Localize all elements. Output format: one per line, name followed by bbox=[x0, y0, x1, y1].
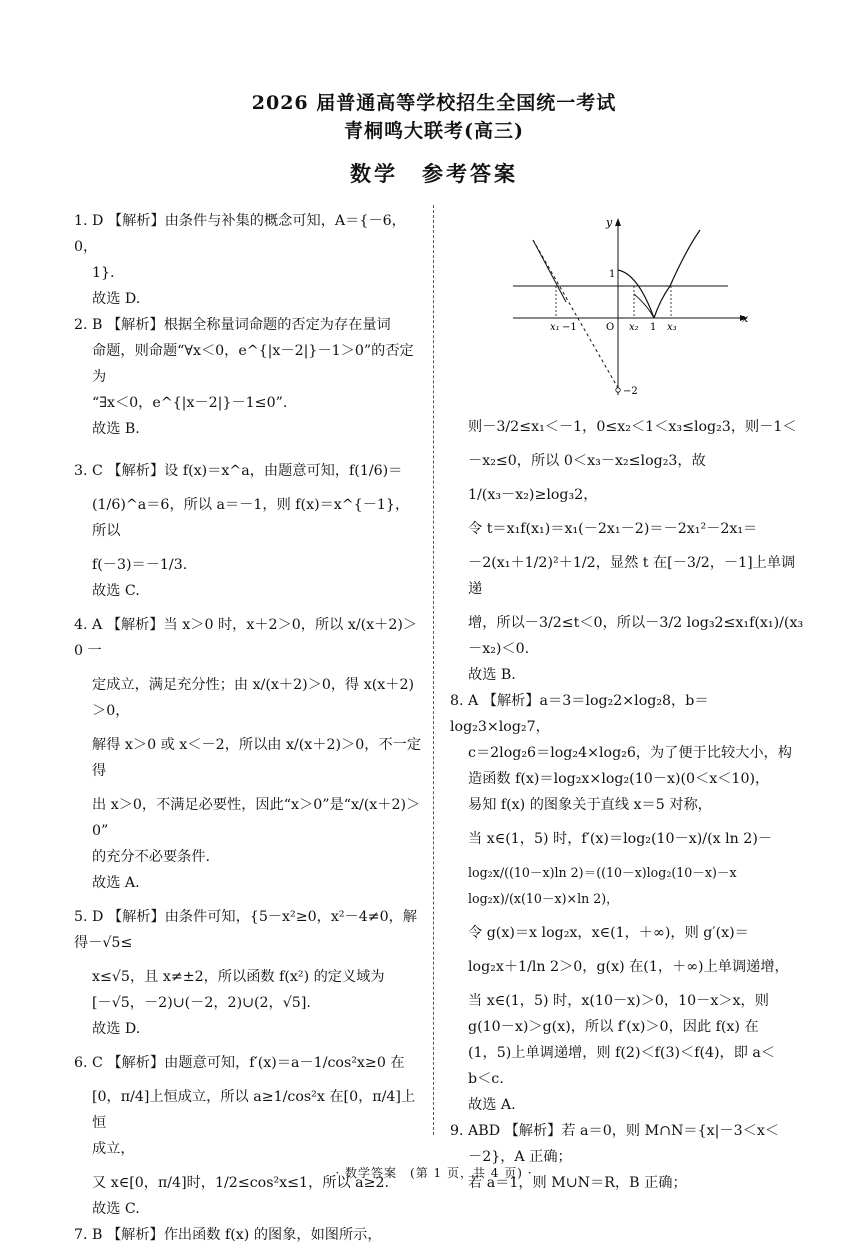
answer-line: 1/(x₃－x₂)≥log₃2， bbox=[468, 487, 598, 503]
answer-line: 7. B 【解析】作出函数 f(x) 的图象，如图所示， bbox=[74, 1227, 382, 1243]
x2-label: x₂ bbox=[629, 322, 639, 333]
answer-line: 故选 D. bbox=[92, 1021, 141, 1037]
answer-line: －2}，A 正确； bbox=[468, 1149, 572, 1165]
answer-line: 解得 x＞0 或 x＜－2，所以由 x/(x＋2)＞0，不一定得 bbox=[92, 737, 422, 779]
axis-x-label: x bbox=[742, 312, 749, 325]
y-one-label: 1 bbox=[609, 269, 616, 280]
answer-line: 造函数 f(x)＝log₂x×log₂(10－x)(0＜x＜10)， bbox=[468, 771, 770, 787]
answer-line: log₂x＋1/ln 2＞0，g(x) 在(1，＋∞)上单调递增， bbox=[468, 959, 789, 975]
answer-line: (1/6)^a＝6，所以 a＝－1，则 f(x)＝x^{－1}，所以 bbox=[92, 497, 410, 539]
function-graph bbox=[508, 210, 758, 400]
answer-line: “∃x＜0，e^{|x－2|}－1≤0”. bbox=[92, 395, 288, 411]
answer-line: g(10－x)＞g(x)，所以 f′(x)＞0，因此 f(x) 在 bbox=[468, 1019, 759, 1035]
x1-label: x₁ bbox=[550, 322, 560, 333]
x3-label: x₃ bbox=[667, 322, 677, 333]
answer-line: 当 x∈(1，5) 时，x(10－x)＞0，10－x＞x，则 bbox=[468, 993, 769, 1009]
answer-line: 增，所以－3/2≤t＜0，所以－3/2 log₃2≤x₁f(x₁)/(x₃－x₂)＜0. bbox=[468, 615, 804, 657]
answer-line: 5. D 【解析】由条件可知，{5－x²≥0，x²－4≠0，解得－√5≤ bbox=[74, 909, 418, 951]
answer-line: 故选 D. bbox=[92, 291, 141, 307]
answer-line: 8. A 【解析】a＝3＝log₂2×log₂8，b＝log₂3×log₂7， bbox=[450, 693, 709, 735]
answer-line: 出 x＞0，不满足必要性，因此“x＞0”是“x/(x＋2)＞0” bbox=[92, 797, 421, 839]
axis-y-label: y bbox=[606, 216, 613, 229]
answer-line: 1. D 【解析】由条件与补集的概念可知，A＝{－6，0， bbox=[74, 213, 406, 255]
answer-line: 故选 A. bbox=[468, 1097, 516, 1113]
answer-line: 故选 B. bbox=[92, 421, 140, 437]
exam-title: 2026 届普通高等学校招生全国统一考试 bbox=[251, 92, 617, 114]
answer-line: 定成立，满足充分性；由 x/(x＋2)＞0，得 x(x＋2)＞0， bbox=[92, 677, 415, 719]
right-column bbox=[450, 414, 804, 1196]
answer-line: c＝2log₂6＝log₂4×log₂6，为了便于比较大小，构 bbox=[468, 745, 792, 761]
column-divider bbox=[433, 205, 434, 1135]
answer-line: [0，π/4]上恒成立，所以 a≥1/cos²x 在[0，π/4]上恒 bbox=[92, 1089, 416, 1131]
neg-two-label: −2 bbox=[623, 386, 638, 397]
answer-line: 2. B 【解析】根据全称量词命题的否定为存在量词 bbox=[74, 317, 391, 333]
answer-line: 故选 C. bbox=[92, 1201, 140, 1217]
left-column bbox=[74, 208, 422, 1248]
answer-line: 令 t＝x₁f(x₁)＝x₁(－2x₁－2)＝－2x₁²－2x₁＝ bbox=[468, 521, 758, 537]
answer-line: 4. A 【解析】当 x＞0 时，x＋2＞0，所以 x/(x＋2)＞0 一 bbox=[74, 617, 418, 659]
answer-line: 命题，则命题“∀x＜0，e^{|x－2|}－1＞0”的否定为 bbox=[92, 343, 414, 385]
answer-line: [－√5，－2)∪(－2，2)∪(2，√5]. bbox=[92, 995, 311, 1011]
page-footer: · 数学答案 (第 1 页，共 4 页) · bbox=[335, 1166, 533, 1180]
answer-line: 当 x∈(1，5) 时，f′(x)＝log₂(10－x)/(x ln 2)－ bbox=[468, 831, 773, 847]
neg-one-label: −1 bbox=[562, 322, 577, 333]
answer-line: b＜c. bbox=[468, 1071, 504, 1087]
origin-label: O bbox=[606, 322, 615, 333]
exam-subtitle: 青桐鸣大联考(高三) bbox=[344, 120, 524, 142]
answer-line: 故选 B. bbox=[468, 667, 516, 683]
answer-line: 又 x∈[0，π/4]时，1/2≤cos²x≤1，所以 a≥2. bbox=[92, 1175, 390, 1191]
answer-line: 易知 f(x) 的图象关于直线 x＝5 对称， bbox=[468, 797, 712, 813]
answer-line: 3. C 【解析】设 f(x)＝x^a，由题意可知，f(1/6)＝ bbox=[74, 463, 403, 479]
answer-line: 6. C 【解析】由题意可知，f′(x)＝a－1/cos²x≥0 在 bbox=[74, 1055, 405, 1071]
answer-line: －2(x₁＋1/2)²＋1/2，显然 t 在[－3/2，－1]上单调递 bbox=[468, 555, 796, 597]
answer-line: 若 a＝1，则 M∪N＝R，B 正确； bbox=[468, 1175, 687, 1191]
answer-line: log₂x/((10－x)ln 2)＝((10－x)log₂(10－x)－x log₂x)/(x(10－x)×ln 2)， bbox=[468, 865, 737, 906]
x-one-label: 1 bbox=[650, 322, 657, 333]
answer-line: 故选 C. bbox=[92, 583, 140, 599]
answer-line: 1}. bbox=[92, 265, 115, 281]
answer-line: 令 g(x)＝x log₂x，x∈(1，＋∞)，则 g′(x)＝ bbox=[468, 925, 749, 941]
answer-key-title: 数学 参考答案 bbox=[350, 161, 518, 186]
answer-line: 的充分不必要条件. bbox=[92, 849, 211, 865]
answer-line: 故选 A. bbox=[92, 875, 140, 891]
answer-line: x≤√5，且 x≠±2，所以函数 f(x²) 的定义域为 bbox=[92, 969, 385, 985]
answer-line: 则－3/2≤x₁＜－1，0≤x₂＜1＜x₃≤log₂3，则－1＜ bbox=[468, 419, 797, 435]
answer-line: f(－3)＝－1/3. bbox=[92, 557, 188, 573]
answer-line: 成立， bbox=[92, 1141, 135, 1157]
answer-line: －x₂≤0，所以 0＜x₃－x₂≤log₂3，故 bbox=[468, 453, 706, 469]
answer-line: 9. ABD 【解析】若 a＝0，则 M∩N＝{x|－3＜x＜ bbox=[450, 1123, 780, 1139]
answer-line: (1，5)上单调递增，则 f(2)＜f(3)＜f(4)，即 a＜ bbox=[468, 1045, 776, 1061]
